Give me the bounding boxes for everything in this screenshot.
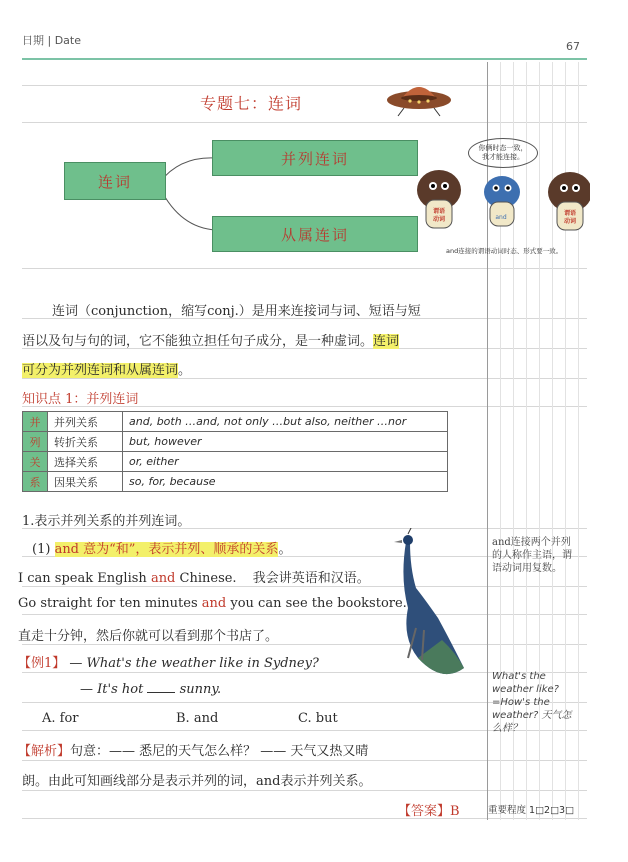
- ex2-part-b: you can see the bookstore.: [226, 596, 407, 611]
- subsection-1: [32, 538, 291, 557]
- example-answer-line: [80, 682, 221, 697]
- intro-line-3-end: 。: [178, 363, 192, 378]
- intro-line-2: [22, 330, 399, 349]
- side-char: 关: [23, 452, 48, 472]
- relation-words: and, both …and, not only …but also, neither …nor: [123, 412, 448, 432]
- cartoon-caption: and连接的谓语动词时态、形式要一致。: [446, 247, 563, 255]
- table-row: [23, 472, 448, 492]
- header-divider: [22, 58, 587, 60]
- side-note-1: and连接两个并列的人称作主语，谓语动词用复数。: [492, 537, 572, 574]
- relation-words: or, either: [123, 452, 448, 472]
- mushroom-characters: [414, 162, 590, 242]
- mushroom-right-label: 谓语 动词: [563, 210, 576, 225]
- mushroom-left-label: 谓语 动词: [432, 208, 445, 223]
- ex1-and: and: [150, 571, 176, 586]
- analysis-text-1: 句意：—— 悉尼的天气怎么样？ —— 天气又热又晴: [70, 744, 369, 759]
- table-row: [23, 452, 448, 472]
- ex2-and: and: [201, 596, 227, 611]
- option-b: B. and: [176, 711, 219, 726]
- intro-line-3-highlight: 可分为并列连词和从属连词: [22, 363, 179, 378]
- example-sentence-2: [18, 596, 407, 611]
- analysis-line-2: 朗。由此可知画线部分是表示并列的词，and表示并列关系。: [22, 774, 372, 789]
- table-row: [23, 432, 448, 452]
- question-text: — What's the weather like in Sydney?: [69, 656, 319, 671]
- page-number: 67: [566, 40, 580, 53]
- subsection-end: 。: [278, 542, 292, 557]
- mindmap-connectors: [160, 150, 220, 240]
- side-char: 列: [23, 432, 48, 452]
- side-char: 系: [23, 472, 48, 492]
- option-c: C. but: [298, 711, 338, 726]
- subsection-number: (1): [32, 542, 51, 557]
- subsection-highlight: and 意为“和”，表示并列、顺承的关系: [54, 542, 279, 557]
- section-1-heading: 1.表示并列关系的并列连词。: [22, 514, 191, 529]
- knowledge-point-heading: 知识点 1：并列连词: [22, 392, 139, 407]
- intro-line-3: [22, 359, 191, 378]
- ex1-part-b: Chinese.: [175, 571, 237, 586]
- mushroom-middle-label: and: [495, 214, 507, 221]
- side-char: 并: [23, 412, 48, 432]
- answer-tag: 【答案】: [398, 804, 451, 819]
- relation-type: 并列关系: [48, 412, 123, 432]
- answer-value: B: [450, 804, 460, 819]
- analysis-line-1: [18, 740, 368, 759]
- table-row: [23, 412, 448, 432]
- conjunction-table: [22, 411, 448, 492]
- example-question: [18, 652, 319, 671]
- side-note-2: What's the weather like? =How's the weather? 天气怎么样？: [492, 671, 572, 734]
- answer: [398, 800, 460, 819]
- page-title: 专题七：连词: [200, 94, 303, 113]
- relation-words: but, however: [123, 432, 448, 452]
- relation-type: 因果关系: [48, 472, 123, 492]
- intro-line-2-highlight: 连词: [373, 334, 400, 349]
- ex2-part-a: Go straight for ten minutes: [18, 596, 202, 611]
- relation-type: 转折关系: [48, 432, 123, 452]
- mindmap-branch-coordinating: 并列连词: [212, 140, 418, 176]
- relation-words: so, for, because: [123, 472, 448, 492]
- date-label: 日期 | Date: [22, 34, 81, 47]
- option-a: A. for: [42, 711, 79, 726]
- mindmap-branch-subordinating: 从属连词: [212, 216, 418, 252]
- ufo-illustration: [384, 72, 454, 118]
- mindmap-root: 连词: [64, 162, 166, 200]
- intro-line-2-text: 语以及句与句的词，它不能独立担任句子成分，是一种虚词。: [22, 334, 374, 349]
- ex1-translation: 我会讲英语和汉语。: [252, 571, 370, 586]
- example-tag: 【例1】: [18, 656, 66, 671]
- analysis-tag: 【解析】: [18, 744, 71, 759]
- importance-rating: 重要程度 1□2□3□: [488, 805, 575, 816]
- intro-line-1: 连词（conjunction，缩写conj.）是用来连接词与词、短语与短: [52, 304, 421, 319]
- ex1-part-a: I can speak English: [18, 571, 151, 586]
- peacock-illustration: [372, 528, 472, 688]
- answer-prefix: — It's hot: [80, 682, 144, 697]
- answer-blank: [147, 692, 175, 693]
- example-sentence-1: [18, 567, 370, 586]
- ex2-translation: 直走十分钟，然后你就可以看到那个书店了。: [18, 629, 279, 644]
- relation-type: 选择关系: [48, 452, 123, 472]
- answer-suffix: sunny.: [179, 682, 222, 697]
- speech-bubble: 你俩时态一致， 我才能连接。: [468, 138, 538, 168]
